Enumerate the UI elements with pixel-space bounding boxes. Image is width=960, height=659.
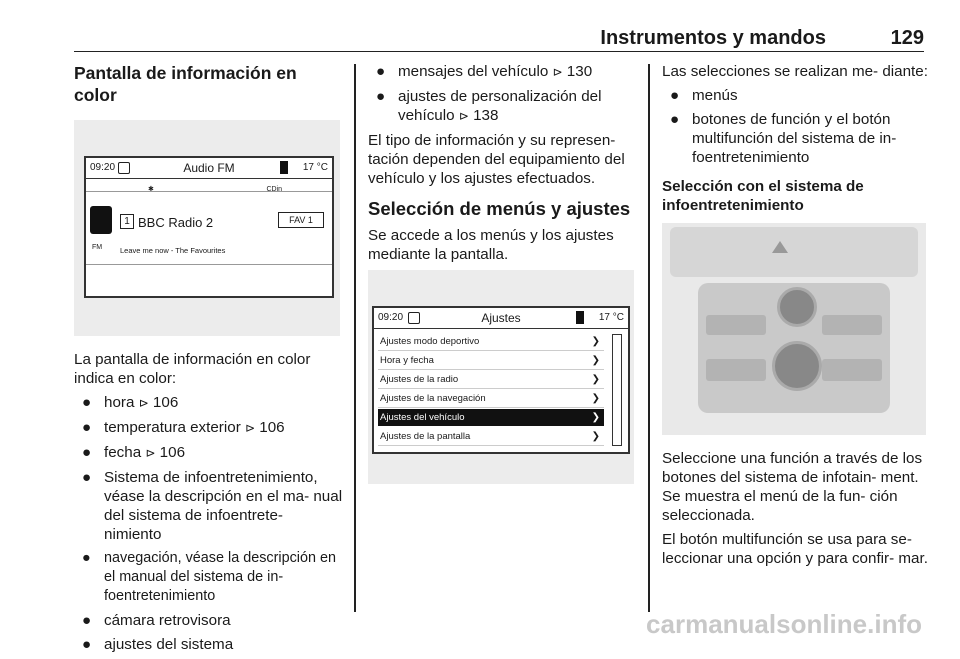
selection-methods-list — [662, 86, 930, 167]
menu-item-vehicle[interactable]: Ajustes del vehículo ❯ — [378, 409, 604, 426]
display-items-list-cont — [368, 62, 636, 126]
menu-item-radio[interactable]: Ajustes de la radio ❯ — [378, 371, 604, 389]
intro-text: Las selecciones se realizan me- diante: — [662, 63, 928, 80]
screen-title: Audio FM — [183, 161, 235, 175]
source-tag: CDin — [266, 186, 282, 193]
audio-screen — [84, 156, 334, 298]
list-item: ● hora ⊳ 106 — [82, 394, 179, 411]
watermark: carmanualsonline.info — [646, 609, 922, 639]
column-3 — [662, 62, 930, 573]
chevron-right-icon: ❯ — [591, 412, 600, 423]
paragraph: El tipo de información y su represen- tación dependen del equipamiento del vehículo y los ajustes efectuados. — [368, 132, 625, 187]
list-item: ● ajustes del sistema — [82, 636, 234, 653]
reference-arrow-icon: ⊳ — [552, 65, 563, 79]
scrollbar[interactable] — [612, 334, 622, 446]
function-buttons-right[interactable] — [822, 315, 882, 335]
settings-screen — [372, 306, 630, 454]
bluetooth-icon: ✱ — [148, 186, 154, 193]
page-number: 129 — [890, 27, 924, 49]
heading-menu-selection: Selección de menús y ajustes — [368, 198, 631, 219]
screen-topbar — [86, 158, 332, 179]
column-1 — [74, 62, 344, 659]
audio-screen-figure — [74, 120, 340, 336]
list-item: ● temperatura exterior ⊳ 106 — [82, 419, 285, 436]
clock-time: 09:20 — [90, 162, 116, 173]
screen-topbar — [374, 308, 628, 329]
menu-item-display[interactable]: Ajustes de la pantalla ❯ — [378, 428, 604, 446]
reference-arrow-icon: ⊳ — [138, 396, 149, 410]
console-top-panel — [670, 227, 918, 277]
list-item: ● ajustes de personalización del vehículo ⊳ 138 — [376, 88, 602, 124]
volume-knob[interactable] — [777, 287, 817, 327]
chevron-right-icon: ❯ — [591, 393, 600, 404]
thermometer-icon — [280, 161, 288, 174]
list-item: ● menús — [670, 87, 738, 104]
infotainment-console-photo — [662, 223, 926, 435]
list-item: ● fecha ⊳ 106 — [82, 444, 186, 461]
heading-infotainment-selection: Selección con el sistema de infoentretenimiento — [662, 178, 864, 214]
hazard-icon — [772, 241, 788, 253]
list-item: ● botones de función y el botón multifunción del sistema de in- foentretenimiento — [670, 111, 897, 166]
radio-tower-icon — [90, 206, 112, 234]
outside-temp: 17 °C — [598, 312, 624, 323]
band-label: FM — [92, 244, 103, 251]
function-buttons-left[interactable] — [706, 315, 766, 335]
column-divider — [354, 64, 356, 612]
favourite-button[interactable]: FAV 1 — [278, 212, 324, 228]
settings-screen-figure — [368, 270, 634, 484]
display-items-list — [74, 393, 344, 654]
list-item: ● cámara retrovisora — [82, 612, 231, 629]
status-row — [86, 179, 332, 192]
thermometer-icon — [576, 311, 584, 324]
clock-time: 09:20 — [378, 312, 404, 323]
outside-temp: 17 °C — [302, 162, 328, 173]
song-info: Leave me now - The Favourites — [120, 246, 226, 255]
climate-buttons-right[interactable] — [822, 359, 882, 381]
screen-title: Ajustes — [481, 311, 521, 325]
menu-item-time-date[interactable]: Hora y fecha ❯ — [378, 352, 604, 370]
paragraph: El botón multifunción se usa para se- leccionar una opción y para confir- mar. — [662, 531, 928, 567]
column-2 — [368, 62, 636, 484]
column-divider — [648, 64, 650, 612]
page-header — [74, 0, 924, 52]
chevron-right-icon: ❯ — [591, 431, 600, 442]
menu-item-navigation[interactable]: Ajustes de la navegación ❯ — [378, 390, 604, 408]
preset-number: 1 — [120, 214, 134, 229]
chevron-right-icon: ❯ — [591, 355, 600, 366]
section-title: Instrumentos y mandos — [600, 27, 826, 49]
chevron-right-icon: ❯ — [591, 374, 600, 385]
intro-text: La pantalla de información en color indica en color: — [74, 351, 311, 387]
reference-arrow-icon: ⊳ — [244, 421, 256, 435]
menu-item-sport-mode[interactable]: Ajustes modo deportivo ❯ — [378, 333, 604, 351]
list-item: ● navegación, véase la descripción en el manual del sistema de in- foentretenimiento — [82, 550, 336, 604]
paragraph: Seleccione una función a través de los botones del sistema de infotain- ment. Se muestra el menú de la fun- ción seleccionada. — [662, 450, 923, 524]
paragraph: Se accede a los menús y los ajustes mediante la pantalla. — [368, 227, 614, 263]
list-item: ● mensajes del vehículo ⊳ 130 — [376, 63, 593, 80]
list-item: ● Sistema de infoentretenimiento, véase la descripción en el ma- nual del sistema de infoentrete- nimiento — [82, 469, 343, 543]
multifunction-knob[interactable] — [772, 341, 822, 391]
chevron-right-icon: ❯ — [591, 336, 600, 347]
reference-arrow-icon: ⊳ — [145, 446, 156, 460]
heading-color-display: Pantalla de información en color — [74, 63, 297, 105]
climate-buttons-left[interactable] — [706, 359, 766, 381]
station-name: BBC Radio 2 — [138, 215, 214, 230]
screen-divider — [86, 264, 332, 265]
reference-arrow-icon: ⊳ — [458, 109, 469, 123]
